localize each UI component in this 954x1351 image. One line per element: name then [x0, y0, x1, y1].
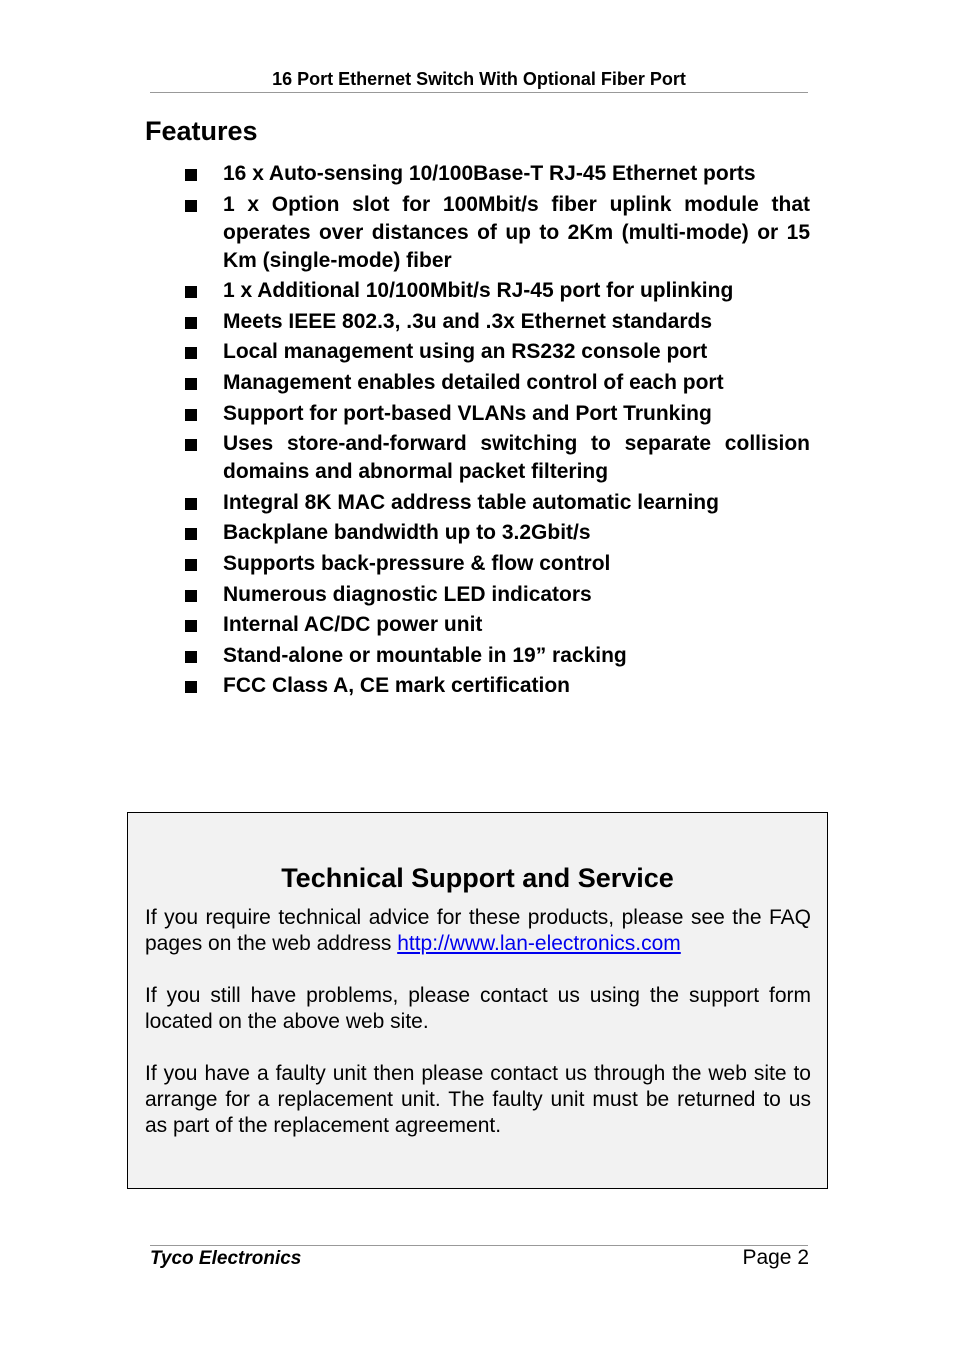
- support-website-link[interactable]: http://www.lan-electronics.com: [397, 932, 681, 955]
- feature-list: [183, 160, 810, 703]
- feature-text: Stand-alone or mountable in 19” racking: [223, 643, 627, 667]
- list-item: [183, 489, 810, 517]
- support-box: [127, 812, 828, 1189]
- features-heading: Features: [145, 116, 258, 146]
- list-item: [183, 338, 810, 366]
- feature-text: Local management using an RS232 console port: [223, 340, 708, 364]
- list-item: [183, 160, 810, 188]
- square-bullet-icon: [185, 169, 197, 181]
- square-bullet-icon: [185, 317, 197, 329]
- square-bullet-icon: [185, 590, 197, 602]
- feature-text: Support for port-based VLANs and Port Trunking: [223, 401, 712, 425]
- square-bullet-icon: [185, 498, 197, 510]
- square-bullet-icon: [185, 620, 197, 632]
- feature-text: Management enables detailed control of each port: [223, 370, 724, 394]
- support-title: Technical Support and Service: [281, 863, 674, 893]
- square-bullet-icon: [185, 200, 197, 212]
- square-bullet-icon: [185, 559, 197, 571]
- list-item: [183, 430, 810, 486]
- list-item: [183, 400, 810, 428]
- support-paragraph-1: [145, 905, 811, 957]
- list-item: [183, 550, 810, 578]
- feature-text: Supports back-pressure & flow control: [223, 551, 611, 575]
- feature-text: 16 x Auto-sensing 10/100Base-T RJ-45 Ethernet ports: [223, 162, 756, 185]
- square-bullet-icon: [185, 347, 197, 359]
- list-item: [183, 277, 810, 305]
- footer-divider: [150, 1245, 808, 1246]
- feature-text: Integral 8K MAC address table automatic learning: [223, 490, 719, 514]
- list-item: [183, 672, 810, 700]
- support-paragraph-2: If you still have problems, please contact us using the support form located on the above web site.: [145, 984, 811, 1033]
- list-item: [183, 642, 810, 670]
- feature-text: FCC Class A, CE mark certification: [223, 674, 570, 698]
- feature-text: 1 x Additional 10/100Mbit/s RJ-45 port for uplinking: [223, 279, 734, 303]
- square-bullet-icon: [185, 378, 197, 390]
- square-bullet-icon: [185, 681, 197, 693]
- square-bullet-icon: [185, 528, 197, 540]
- support-paragraph-1-text: If you require technical advice for these products, please see the FAQ pages on the web address: [145, 906, 811, 955]
- feature-text: Internal AC/DC power unit: [223, 613, 483, 637]
- page-number: Page 2: [742, 1246, 809, 1269]
- header-divider: [150, 92, 808, 93]
- square-bullet-icon: [185, 286, 197, 298]
- square-bullet-icon: [185, 409, 197, 421]
- feature-text: Uses store-and-forward switching to separate collision domains and abnormal packet filtering: [223, 432, 810, 484]
- list-item: [183, 611, 810, 639]
- feature-text: Numerous diagnostic LED indicators: [223, 582, 592, 606]
- square-bullet-icon: [185, 651, 197, 663]
- support-body: [145, 905, 811, 1165]
- feature-text: Backplane bandwidth up to 3.2Gbit/s: [223, 521, 591, 545]
- feature-text: Meets IEEE 802.3, .3u and .3x Ethernet standards: [223, 309, 713, 333]
- header-title: 16 Port Ethernet Switch With Optional Fiber Port: [272, 69, 686, 89]
- square-bullet-icon: [185, 439, 197, 451]
- list-item: [183, 581, 810, 609]
- footer-company: Tyco Electronics: [150, 1248, 302, 1269]
- list-item: [183, 191, 810, 275]
- list-item: [183, 308, 810, 336]
- support-paragraph-3: If you have a faulty unit then please contact us through the web site to arrange for a replacement unit. The faulty unit must be returned to us as part of the replacement agreement.: [145, 1062, 811, 1137]
- list-item: [183, 369, 810, 397]
- feature-text: 1 x Option slot for 100Mbit/s fiber uplink module that operates over distances of up to 2Km (multi-mode) or 15 Km (single-mode) fiber: [223, 192, 810, 272]
- list-item: [183, 519, 810, 547]
